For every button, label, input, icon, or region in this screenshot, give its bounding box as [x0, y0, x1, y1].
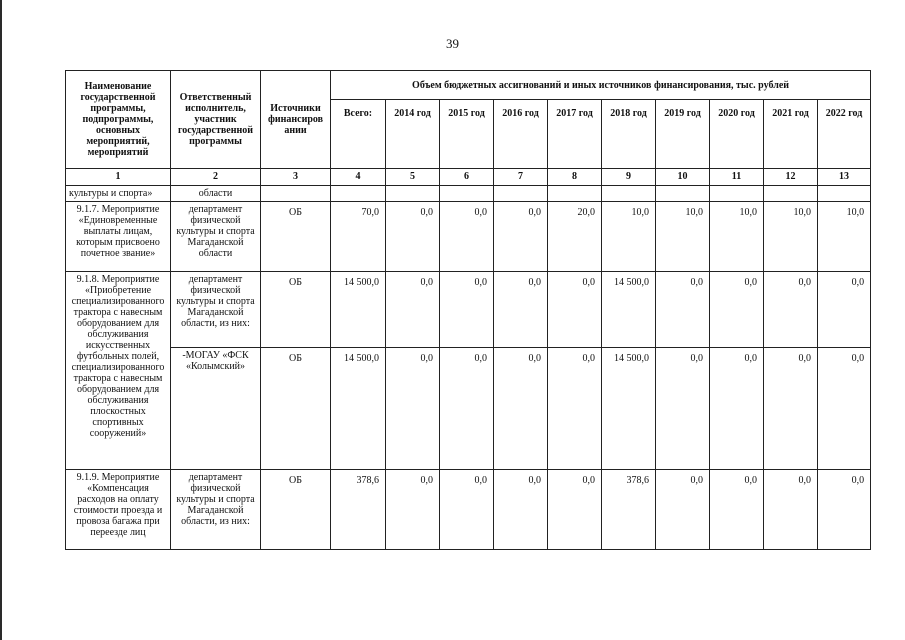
column-number: 7 — [494, 169, 548, 186]
row-value: 0,0 — [818, 272, 871, 348]
table-row — [66, 202, 871, 272]
row-value: 0,0 — [494, 202, 548, 272]
row-value: 0,0 — [494, 272, 548, 348]
row-value: 20,0 — [548, 202, 602, 272]
row-name: 9.1.9. Мероприятие «Компенсация расходов на оплату стоимости проезда и провоза багажа при переезде лиц — [66, 470, 171, 550]
row-source: ОБ — [261, 348, 331, 470]
column-number: 6 — [440, 169, 494, 186]
row-source — [261, 186, 331, 202]
header-year: 2015 год — [440, 100, 494, 169]
row-value: 0,0 — [440, 348, 494, 470]
row-value: 0,0 — [818, 348, 871, 470]
row-value: 0,0 — [440, 202, 494, 272]
row-value — [494, 186, 548, 202]
row-value — [386, 186, 440, 202]
row-name: 9.1.8. Мероприятие «Приобретение специализированного трактора с навесным оборудованием для обслуживания искусственных футбольных полей, специализированного трактора с навесным оборудованием для обслуживания плоскостных спортивных сооружений» — [66, 272, 171, 470]
row-executor: -МОГАУ «ФСК «Колымский» — [171, 348, 261, 470]
column-number: 8 — [548, 169, 602, 186]
row-value — [440, 186, 494, 202]
row-value: 0,0 — [494, 348, 548, 470]
row-value: 0,0 — [386, 470, 440, 550]
header-year: 2020 год — [710, 100, 764, 169]
column-number: 10 — [656, 169, 710, 186]
table-row — [66, 348, 871, 470]
row-value: 0,0 — [386, 272, 440, 348]
column-number: 4 — [331, 169, 386, 186]
row-source: ОБ — [261, 202, 331, 272]
row-value: 0,0 — [386, 348, 440, 470]
row-value — [331, 186, 386, 202]
row-value: 0,0 — [710, 470, 764, 550]
row-value — [818, 186, 871, 202]
row-value: 0,0 — [764, 348, 818, 470]
table-row — [66, 186, 871, 202]
row-value: 0,0 — [548, 272, 602, 348]
row-value: 0,0 — [656, 470, 710, 550]
row-source: ОБ — [261, 470, 331, 550]
row-value: 10,0 — [818, 202, 871, 272]
row-value — [710, 186, 764, 202]
column-number: 3 — [261, 169, 331, 186]
row-value: 0,0 — [548, 348, 602, 470]
row-value: 14 500,0 — [602, 272, 656, 348]
row-value: 0,0 — [440, 470, 494, 550]
row-value — [656, 186, 710, 202]
row-value: 0,0 — [764, 470, 818, 550]
column-number: 2 — [171, 169, 261, 186]
row-executor: департамент физической культуры и спорта Магаданской области, из них: — [171, 470, 261, 550]
row-value: 378,6 — [331, 470, 386, 550]
row-value: 70,0 — [331, 202, 386, 272]
budget-table — [65, 70, 871, 550]
header-year: 2019 год — [656, 100, 710, 169]
row-executor: области — [171, 186, 261, 202]
header-year: 2016 год — [494, 100, 548, 169]
column-number: 5 — [386, 169, 440, 186]
row-value: 14 500,0 — [331, 272, 386, 348]
row-value: 0,0 — [386, 202, 440, 272]
row-value: 0,0 — [764, 272, 818, 348]
row-source: ОБ — [261, 272, 331, 348]
header-year: 2022 год — [818, 100, 871, 169]
page-left-edge — [0, 0, 2, 640]
table-row — [66, 470, 871, 550]
header-name: Наименование государственной программы, подпрограммы, основных мероприятий, мероприятий — [66, 71, 171, 169]
row-value: 0,0 — [548, 470, 602, 550]
row-value: 10,0 — [656, 202, 710, 272]
header-budget: Объем бюджетных ассигнований и иных источников финансирования, тыс. рублей — [331, 71, 871, 100]
row-value: 0,0 — [710, 348, 764, 470]
header-year: 2018 год — [602, 100, 656, 169]
header-year: 2014 год — [386, 100, 440, 169]
column-number: 1 — [66, 169, 171, 186]
header-year: 2021 год — [764, 100, 818, 169]
row-value: 14 500,0 — [602, 348, 656, 470]
row-value: 0,0 — [440, 272, 494, 348]
row-value: 10,0 — [602, 202, 656, 272]
header-year: 2017 год — [548, 100, 602, 169]
row-executor: департамент физической культуры и спорта Магаданской области — [171, 202, 261, 272]
row-executor: департамент физической культуры и спорта Магаданской области, из них: — [171, 272, 261, 348]
row-value: 0,0 — [656, 272, 710, 348]
row-value — [764, 186, 818, 202]
column-number: 13 — [818, 169, 871, 186]
header-executor: Ответственный исполнитель, участник государственной программы — [171, 71, 261, 169]
row-value: 0,0 — [656, 348, 710, 470]
row-value: 10,0 — [764, 202, 818, 272]
row-name: культуры и спорта» — [66, 186, 171, 202]
row-value: 0,0 — [818, 470, 871, 550]
column-number: 9 — [602, 169, 656, 186]
row-value: 0,0 — [710, 272, 764, 348]
header-row-main — [66, 71, 871, 100]
row-value: 14 500,0 — [331, 348, 386, 470]
page-number: 39 — [446, 36, 459, 51]
row-value — [548, 186, 602, 202]
row-value: 378,6 — [602, 470, 656, 550]
column-number: 11 — [710, 169, 764, 186]
row-name: 9.1.7. Мероприятие «Единовременные выплаты лицам, которым присвоено почетное звание» — [66, 202, 171, 272]
row-value: 10,0 — [710, 202, 764, 272]
row-value — [602, 186, 656, 202]
header-total: Всего: — [331, 100, 386, 169]
table-row — [66, 272, 871, 348]
header-sources: Источники финансиров ании — [261, 71, 331, 169]
column-number: 12 — [764, 169, 818, 186]
column-number-row — [66, 169, 871, 186]
row-value: 0,0 — [494, 470, 548, 550]
